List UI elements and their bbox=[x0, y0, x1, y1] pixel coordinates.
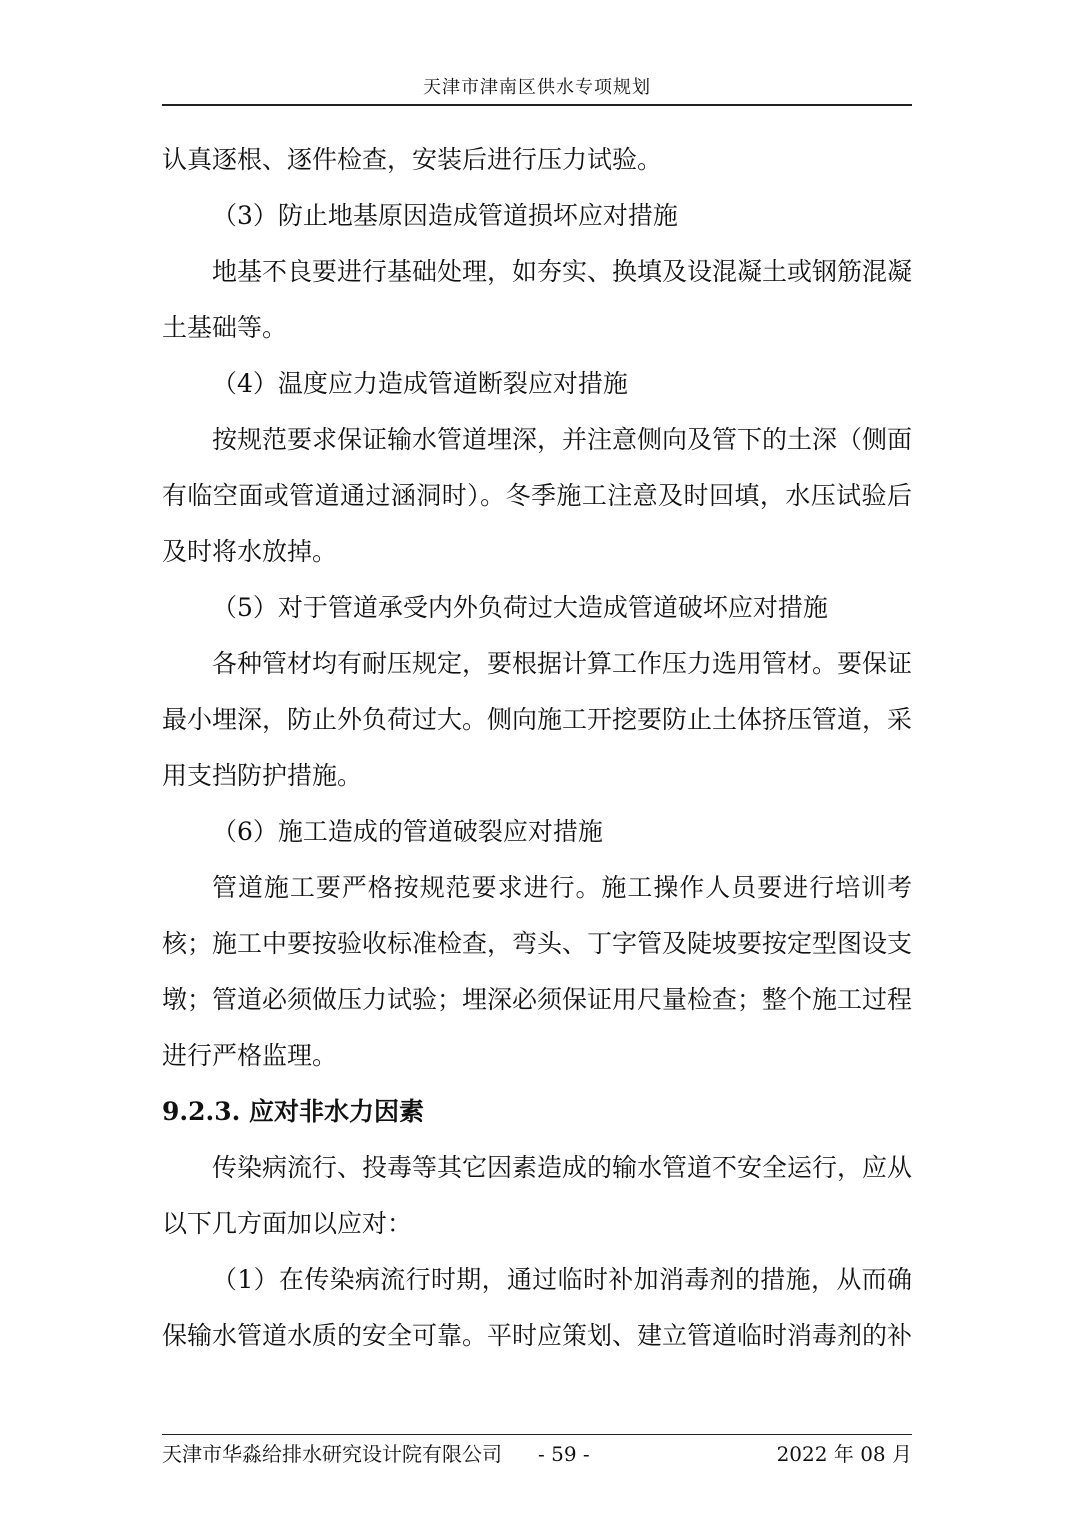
paragraph-line: 用支挡防护措施。 bbox=[162, 761, 363, 790]
paragraph-line: 墩；管道必须做压力试验；埋深必须保证用尺量检查；整个施工过程 bbox=[162, 985, 912, 1014]
paragraph-line: 传染病流行、投毒等其它因素造成的输水管道不安全运行，应从 bbox=[212, 1153, 912, 1182]
paragraph-line: 土基础等。 bbox=[162, 313, 288, 342]
footer-company: 天津市华淼给排水研究设计院有限公司 bbox=[162, 1442, 502, 1466]
paragraph-line: 保输水管道水质的安全可靠。平时应策划、建立管道临时消毒剂的补 bbox=[162, 1321, 912, 1350]
section-heading-9-2-3: 9.2.3. 应对非水力因素 bbox=[162, 1097, 425, 1126]
footer-page-number: - 59 - bbox=[538, 1442, 590, 1466]
paragraph-line: 有临空面或管道通过涵洞时）。冬季施工注意及时回填，水压试验后 bbox=[162, 481, 912, 510]
paragraph-line: 最小埋深，防止外负荷过大。侧向施工开挖要防止土体挤压管道，采 bbox=[162, 705, 912, 734]
paragraph-line: （1）在传染病流行时期，通过临时补加消毒剂的措施，从而确 bbox=[212, 1265, 912, 1294]
page-header bbox=[162, 74, 912, 106]
section-3-title: （3）防止地基原因造成管道损坏应对措施 bbox=[212, 201, 678, 230]
paragraph-line: 各种管材均有耐压规定，要根据计算工作压力选用管材。要保证 bbox=[212, 649, 912, 678]
paragraph-line: 进行严格监理。 bbox=[162, 1041, 338, 1070]
paragraph-line: 以下几方面加以应对： bbox=[162, 1209, 413, 1238]
paragraph-line: 地基不良要进行基础处理，如夯实、换填及设混凝土或钢筋混凝 bbox=[212, 257, 912, 286]
page-footer bbox=[162, 1434, 912, 1473]
section-4-title: （4）温度应力造成管道断裂应对措施 bbox=[212, 369, 628, 398]
section-6-title: （6）施工造成的管道破裂应对措施 bbox=[212, 817, 603, 846]
paragraph-line: 核；施工中要按验收标准检查，弯头、丁字管及陡坡要按定型图设支 bbox=[162, 929, 912, 958]
footer-date: 2022 年 08 月 bbox=[776, 1442, 912, 1466]
paragraph-line: 按规范要求保证输水管道埋深，并注意侧向及管下的土深（侧面 bbox=[212, 425, 912, 454]
paragraph-line: 及时将水放掉。 bbox=[162, 537, 338, 566]
document-body bbox=[162, 132, 912, 1364]
paragraph-line: 管道施工要严格按规范要求进行。施工操作人员要进行培训考 bbox=[212, 873, 912, 902]
header-title: 天津市津南区供水专项规划 bbox=[423, 77, 651, 98]
section-5-title: （5）对于管道承受内外负荷过大造成管道破坏应对措施 bbox=[212, 593, 828, 622]
paragraph-line: 认真逐根、逐件检查，安装后进行压力试验。 bbox=[162, 145, 663, 174]
